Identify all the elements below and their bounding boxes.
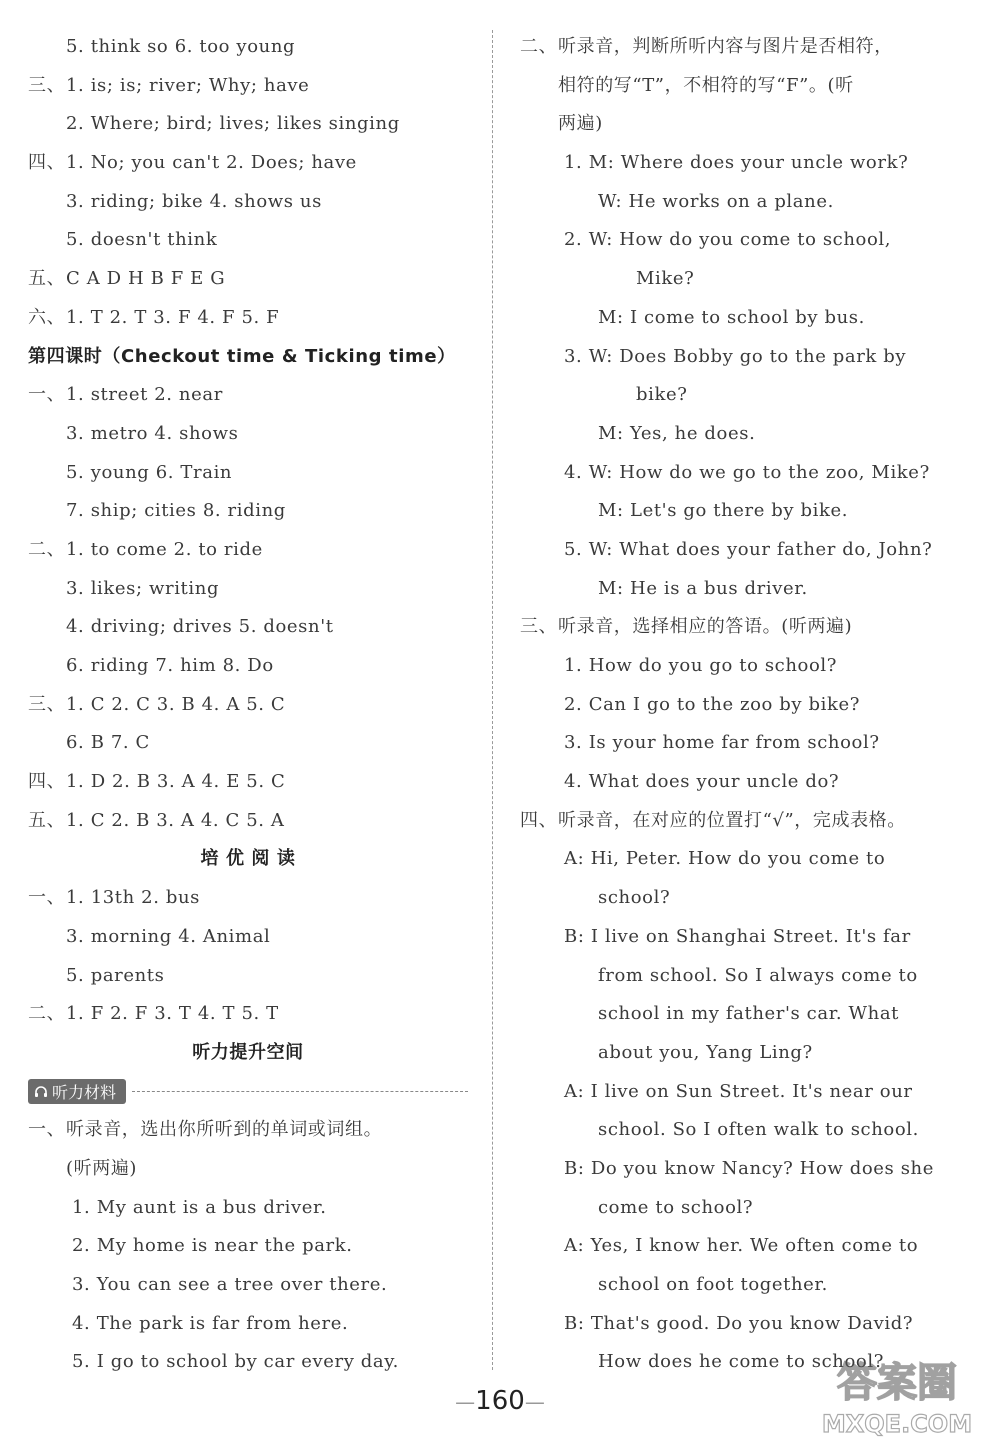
line-text: about you, Yang Ling?: [598, 1041, 813, 1063]
line-text: 3. riding; bike 4. shows us: [66, 190, 322, 212]
line-text: M: I come to school by bus.: [598, 306, 865, 328]
answer-line: [28, 454, 468, 493]
line-text: 3. W: Does Bobby go to the park by: [564, 345, 907, 367]
section-marker: 四、: [520, 809, 558, 831]
answer-line: [28, 1189, 468, 1228]
section-marker: 四、: [28, 771, 66, 793]
answer-line: [28, 531, 468, 570]
answer-line: [520, 260, 960, 299]
line-text: 5. parents: [66, 964, 165, 986]
line-text: 2. W: How do you come to school,: [564, 229, 892, 251]
answer-line: [28, 299, 468, 338]
answer-line: [520, 415, 960, 454]
line-text: 4. What does your uncle do?: [564, 771, 840, 793]
answer-line: [520, 570, 960, 609]
answer-line: [28, 105, 468, 144]
line-text: school. So I often walk to school.: [598, 1119, 919, 1141]
answer-line: [520, 492, 960, 531]
line-text: 5. doesn't think: [66, 229, 218, 251]
answer-line: [28, 918, 468, 957]
line-text: 听录音，选出你所听到的单词或词组。: [66, 1119, 383, 1141]
section-marker: 一、: [28, 384, 66, 406]
answer-line: [520, 647, 960, 686]
answer-line: [520, 1189, 960, 1228]
line-text: school?: [598, 887, 671, 909]
line-text: A: I live on Sun Street. It's near our: [564, 1080, 913, 1102]
section-marker: 二、: [28, 1003, 66, 1025]
tag-rule: [132, 1091, 468, 1092]
line-text: M: Yes, he does.: [598, 422, 756, 444]
line-text: 5. think so 6. too young: [66, 36, 296, 57]
answer-line: [28, 1343, 468, 1382]
answer-line: [520, 221, 960, 260]
line-text: 3. likes; writing: [66, 577, 220, 599]
answer-line: [28, 67, 468, 106]
section-marker: 一、: [28, 887, 66, 909]
listening-material-tag: [28, 1073, 468, 1112]
line-text: 1. street 2. near: [66, 384, 223, 406]
answer-line: [28, 1111, 468, 1150]
line-text: 6. riding 7. him 8. Do: [66, 655, 274, 676]
line-text: 6. B 7. C: [66, 732, 150, 754]
answer-line: [520, 1111, 960, 1150]
headphones-icon: [34, 1085, 48, 1099]
line-text: 第四课时（Checkout time & Ticking time）: [28, 345, 456, 367]
section-marker: 三、: [28, 693, 66, 715]
answer-line: [28, 28, 468, 67]
line-text: 5. I go to school by car every day.: [72, 1351, 399, 1373]
answer-line: [520, 67, 960, 106]
line-text: 3. Is your home far from school?: [564, 732, 880, 754]
line-text: 2. Can I go to the zoo by bike?: [564, 693, 861, 715]
line-text: 4. driving; drives 5. doesn't: [66, 616, 334, 638]
answer-line: [28, 763, 468, 802]
answer-line: [28, 995, 468, 1034]
answer-line: [28, 686, 468, 725]
answer-line: [520, 1150, 960, 1189]
line-text: 1. No; you can't 2. Does; have: [66, 152, 357, 174]
line-text: (听两遍): [66, 1157, 138, 1179]
answer-line: [28, 183, 468, 222]
line-text: 1. is; is; river; Why; have: [66, 74, 310, 96]
line-text: 1. C 2. B 3. A 4. C 5. A: [66, 809, 285, 831]
line-text: 3. You can see a tree over there.: [72, 1274, 388, 1295]
answer-line: [520, 918, 960, 957]
section-marker: 一、: [28, 1119, 66, 1141]
line-text: 1. T 2. T 3. F 4. F 5. F: [66, 306, 280, 328]
answer-line: [28, 1266, 468, 1305]
line-text: 3. metro 4. shows: [66, 422, 239, 444]
line-text: B: I live on Shanghai Street. It's far: [564, 925, 911, 947]
answer-line: [28, 1227, 468, 1266]
answer-line: [28, 376, 468, 415]
answer-line: [520, 1305, 960, 1344]
line-text: A: Yes, I know her. We often come to: [564, 1235, 919, 1257]
line-text: from school. So I always come to: [598, 964, 918, 986]
section-marker: 二、: [520, 36, 558, 57]
answer-line: [520, 608, 960, 647]
watermark-text: 答案圈: [837, 1360, 957, 1406]
section-marker: 三、: [520, 616, 558, 638]
line-text: 2. My home is near the park.: [72, 1235, 353, 1257]
answer-line: [520, 338, 960, 377]
line-text: 5. W: What does your father do, John?: [564, 538, 933, 560]
answer-line: [520, 183, 960, 222]
section-heading: [28, 338, 468, 377]
answer-line: [520, 531, 960, 570]
answer-line: [520, 763, 960, 802]
line-text: 1. F 2. F 3. T 4. T 5. T: [66, 1003, 279, 1025]
answer-line: [28, 144, 468, 183]
answer-line: [520, 879, 960, 918]
line-text: M: Let's go there by bike.: [598, 500, 849, 522]
answer-line: [520, 802, 960, 841]
answer-line: [28, 570, 468, 609]
line-text: 1. to come 2. to ride: [66, 538, 263, 560]
column-divider: [492, 30, 494, 1370]
line-text: 听录音，选择相应的答语。(听两遍): [558, 616, 853, 638]
line-text: Mike?: [636, 268, 695, 290]
answer-line: [520, 686, 960, 725]
line-text: W: He works on a plane.: [598, 190, 834, 212]
answer-line: [28, 879, 468, 918]
line-text: 培 优 阅 读: [200, 848, 296, 870]
line-text: 听录音，判断所听内容与图片是否相符，: [558, 36, 893, 57]
line-text: 相符的写“T”，不相符的写“F”。(听: [558, 74, 854, 96]
line-text: B: Do you know Nancy? How does she: [564, 1157, 935, 1179]
line-text: 2. Where; bird; lives; likes singing: [66, 113, 400, 135]
line-text: 7. ship; cities 8. riding: [66, 500, 286, 522]
answer-line: [520, 1073, 960, 1112]
answer-line: [520, 28, 960, 67]
line-text: How does he come to school?: [598, 1351, 884, 1373]
answer-line: [520, 995, 960, 1034]
answer-line: [28, 802, 468, 841]
answer-line: [520, 840, 960, 879]
line-text: 1. How do you go to school?: [564, 655, 838, 676]
answer-line: [28, 221, 468, 260]
page-number-text: 160: [475, 1386, 525, 1416]
line-text: A: Hi, Peter. How do you come to: [564, 848, 886, 870]
line-text: 4. The park is far from here.: [72, 1312, 349, 1334]
answer-line: [28, 724, 468, 763]
section-heading: [28, 1034, 468, 1073]
line-text: 听录音，在对应的位置打“√”，完成表格。: [558, 809, 906, 831]
line-text: M: He is a bus driver.: [598, 577, 808, 599]
answer-line: [520, 957, 960, 996]
answer-line: [28, 1150, 468, 1189]
tag-text: 听力材料: [52, 1083, 117, 1103]
section-marker: 四、: [28, 152, 66, 174]
line-text: 听力提升空间: [192, 1041, 304, 1063]
answer-line: [28, 957, 468, 996]
answer-line: [28, 415, 468, 454]
page-number: —160—: [455, 1386, 545, 1416]
section-marker: 五、: [28, 809, 66, 831]
answer-line: [28, 260, 468, 299]
answer-line: [28, 1305, 468, 1344]
line-text: 3. morning 4. Animal: [66, 925, 271, 947]
answer-line: [520, 376, 960, 415]
tag-label: [28, 1079, 126, 1104]
line-text: C A D H B F E G: [66, 268, 226, 290]
answer-line: [28, 647, 468, 686]
line-text: 1. C 2. C 3. B 4. A 5. C: [66, 693, 286, 715]
watermark-logo: [802, 1354, 992, 1440]
watermark-url: MXQE.COM: [821, 1410, 973, 1438]
left-column: [28, 28, 468, 1382]
answer-line: [520, 1266, 960, 1305]
answer-line: [520, 1227, 960, 1266]
section-heading: [28, 840, 468, 879]
answer-line: [28, 492, 468, 531]
answer-line: [520, 454, 960, 493]
line-text: 4. W: How do we go to the zoo, Mike?: [564, 461, 930, 483]
line-text: 5. young 6. Train: [66, 461, 233, 483]
line-text: bike?: [636, 384, 688, 406]
right-column: [520, 28, 960, 1382]
line-text: 1. My aunt is a bus driver.: [72, 1196, 327, 1218]
section-marker: 三、: [28, 74, 66, 96]
answer-line: [520, 299, 960, 338]
line-text: 两遍): [558, 113, 603, 135]
line-text: B: That's good. Do you know David?: [564, 1312, 914, 1334]
answer-line: [520, 105, 960, 144]
section-marker: 二、: [28, 538, 66, 560]
line-text: school in my father's car. What: [598, 1003, 900, 1025]
line-text: come to school?: [598, 1196, 754, 1218]
answer-line: [28, 608, 468, 647]
line-text: 1. M: Where does your uncle work?: [564, 152, 909, 174]
answer-line: [520, 144, 960, 183]
line-text: 1. D 2. B 3. A 4. E 5. C: [66, 771, 286, 793]
line-text: school on foot together.: [598, 1274, 828, 1295]
section-marker: 五、: [28, 268, 66, 290]
line-text: 1. 13th 2. bus: [66, 887, 200, 909]
answer-line: [520, 1034, 960, 1073]
section-marker: 六、: [28, 306, 66, 328]
answer-line: [520, 724, 960, 763]
